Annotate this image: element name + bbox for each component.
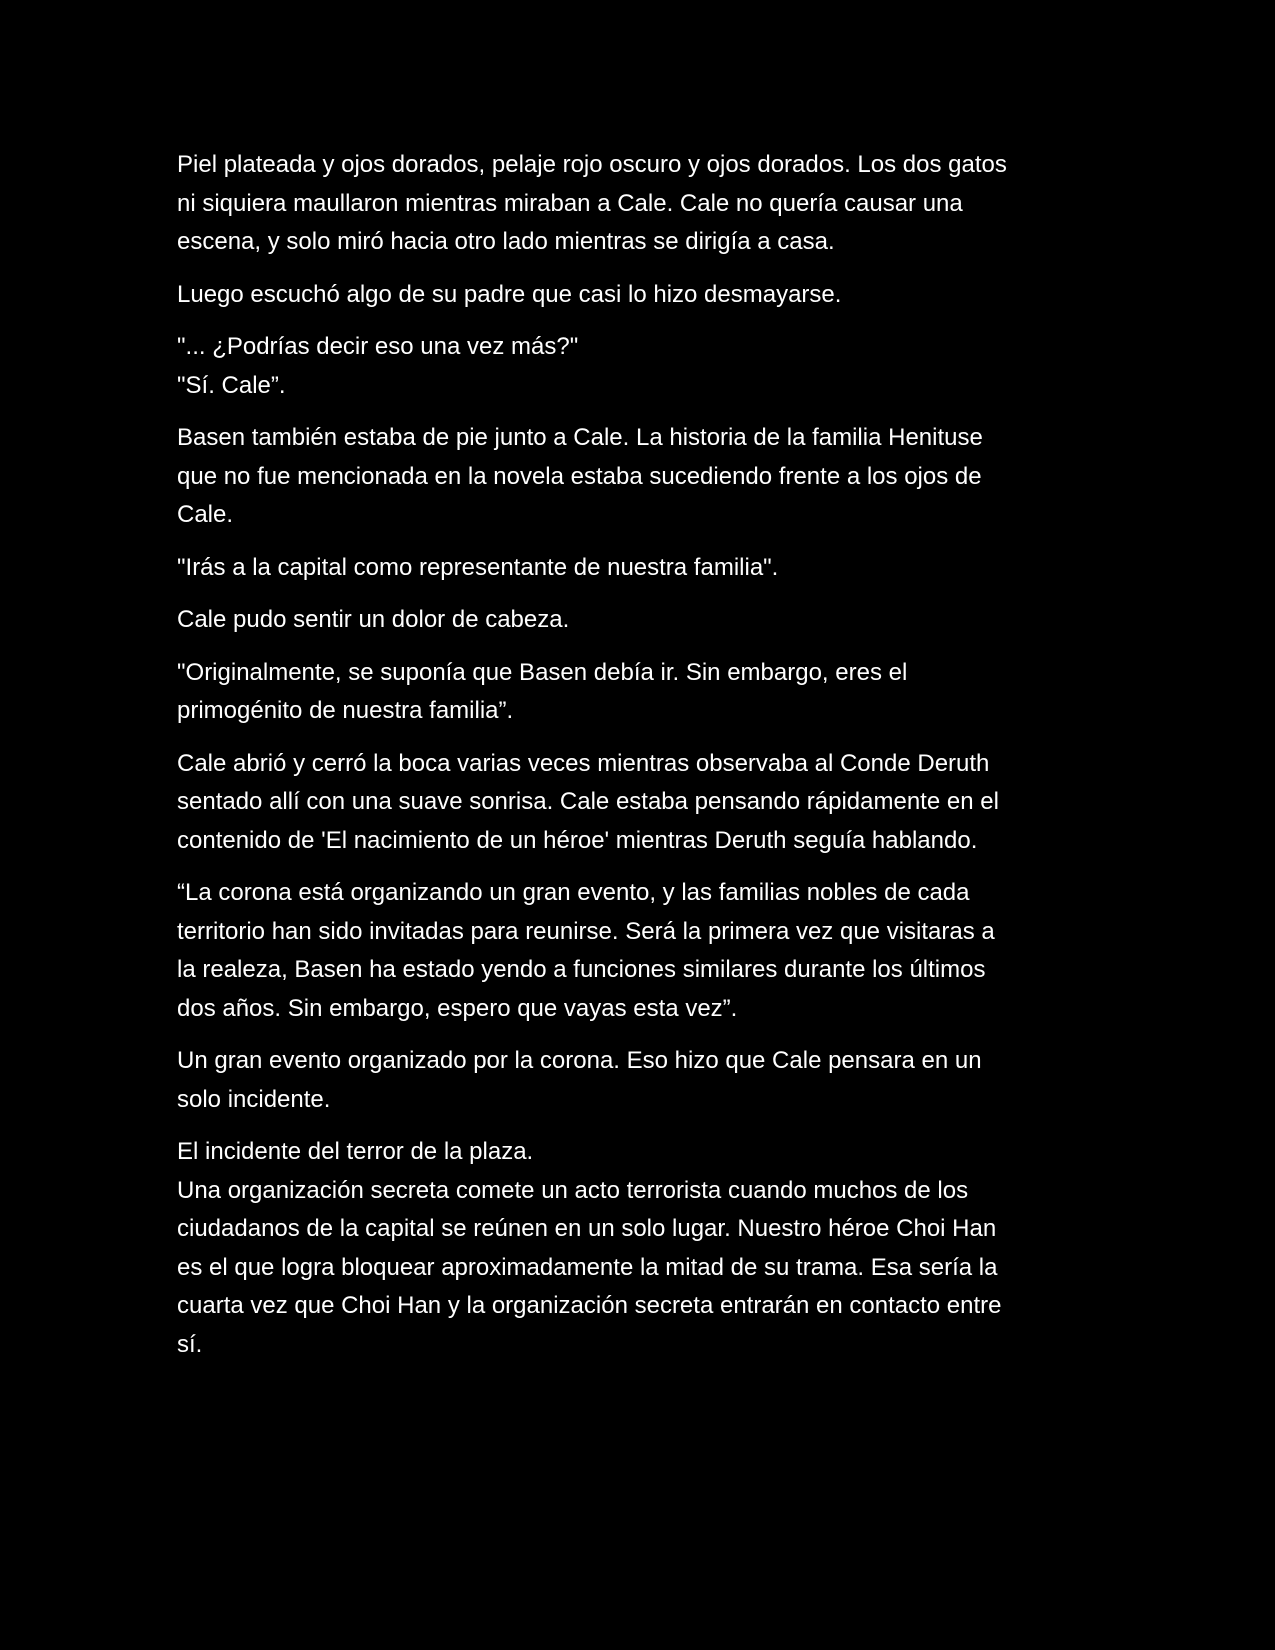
paragraph [177, 276, 1097, 315]
text-line: "Sí. Cale”. [177, 371, 286, 399]
text-line: sí. [177, 1330, 203, 1358]
text-line: primogénito de nuestra familia”. [177, 697, 514, 724]
text-line: territorio han sido invitadas para reunirse. Será la primera vez que visitaras a [177, 917, 995, 945]
paragraph [177, 328, 1097, 405]
text-line: “La corona está organizando un gran evento, y las familias nobles de cada [177, 879, 970, 906]
text-line: "Originalmente, se suponía que Basen debía ir. Sin embargo, eres el [177, 658, 908, 686]
text-line: Basen también estaba de pie junto a Cale. La historia de la familia Henituse [177, 424, 983, 451]
paragraph [177, 874, 1097, 1028]
text-line: dos años. Sin embargo, espero que vayas esta vez”. [177, 994, 738, 1022]
paragraph [177, 419, 1097, 535]
text-line: Un gran evento organizado por la corona. Eso hizo que Cale pensara en un [177, 1047, 982, 1074]
paragraph [177, 146, 1097, 262]
text-line: cuarta vez que Choi Han y la organización secreta entrarán en contacto entre [177, 1292, 1002, 1319]
text-line: contenido de 'El nacimiento de un héroe' mientras Deruth seguía hablando. [177, 826, 978, 854]
document-body [177, 146, 1097, 1378]
text-line: "... ¿Podrías decir eso una vez más?" [177, 333, 579, 360]
text-line: que no fue mencionada en la novela estaba sucediendo frente a los ojos de [177, 462, 982, 490]
text-line: es el que logra bloquear aproximadamente la mitad de su trama. Esa sería la [177, 1253, 998, 1281]
paragraph [177, 601, 1097, 640]
text-line: ni siquiera maullaron mientras miraban a Cale. Cale no quería causar una [177, 189, 963, 217]
text-line: Cale pudo sentir un dolor de cabeza. [177, 606, 570, 633]
text-line: la realeza, Basen ha estado yendo a funciones similares durante los últimos [177, 956, 986, 983]
text-line: Luego escuchó algo de su padre que casi lo hizo desmayarse. [177, 280, 842, 308]
text-line: Cale abrió y cerró la boca varias veces mientras observaba al Conde Deruth [177, 749, 990, 777]
paragraph [177, 745, 1097, 861]
text-line: solo incidente. [177, 1085, 331, 1113]
paragraph [177, 1133, 1097, 1364]
text-line: Piel plateada y ojos dorados, pelaje rojo oscuro y ojos dorados. Los dos gatos [177, 151, 1007, 178]
paragraph [177, 549, 1097, 588]
text-line: El incidente del terror de la plaza. [177, 1138, 534, 1165]
paragraph [177, 654, 1097, 731]
text-line: "Irás a la capital como representante de nuestra familia". [177, 553, 779, 581]
text-line: ciudadanos de la capital se reúnen en un solo lugar. Nuestro héroe Choi Han [177, 1215, 997, 1242]
text-line: Una organización secreta comete un acto terrorista cuando muchos de los [177, 1176, 969, 1204]
paragraph [177, 1042, 1097, 1119]
text-line: escena, y solo miró hacia otro lado mientras se dirigía a casa. [177, 228, 835, 255]
text-line: sentado allí con una suave sonrisa. Cale estaba pensando rápidamente en el [177, 788, 999, 815]
text-line: Cale. [177, 501, 234, 528]
